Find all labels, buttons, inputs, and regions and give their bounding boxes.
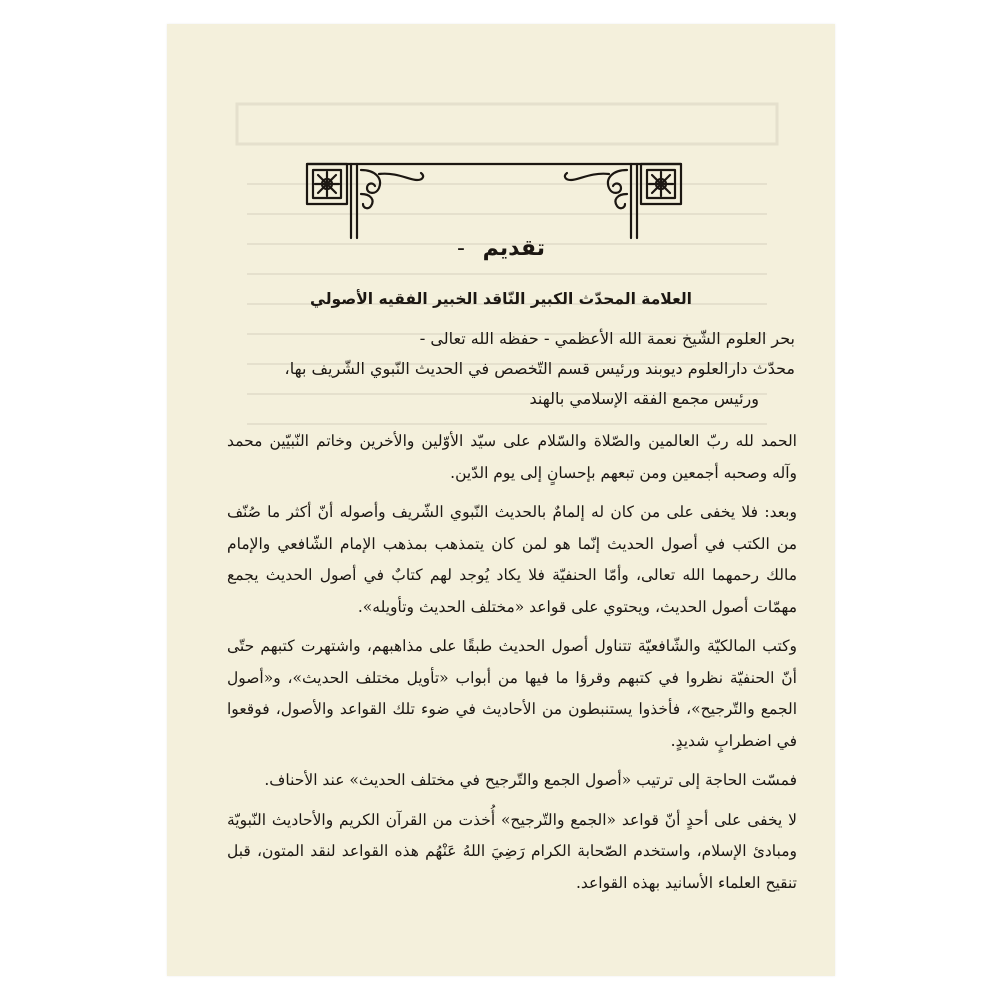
author-block <box>227 324 795 414</box>
paragraph: لا يخفى على أحدٍ أنّ قواعد «الجمع والتّرجيح» أُخذت من القرآن الكريم والأحاديث النّبويّة ومبادئ الإسلام، واستخدم الصّحابة الكرام رَضِيَ اللهُ عَنْهُم هذه القواعد لنقد المتون، قبل تنقيح العلماء الأسانيد بهذه القواعد. <box>227 810 797 892</box>
heading-title: تقديم <box>482 236 545 261</box>
author-position: محدّث دارالعلوم ديوبند ورئيس قسم التّخصص في الحديث النّبوي الشّريف بها، <box>284 359 795 378</box>
paragraph: الحمد لله ربّ العالمين والصّلاة والسّلام على سيّد الأوّلين والأخرين وخاتم النّبيّين محمد وآله وصحبه أجمعين ومن تبعهم بإحسانٍ إلى يوم الدّين. <box>227 432 797 482</box>
paragraph: وكتب المالكيّة والشّافعيّة تتناول أصول الحديث طبقًا على مذاهبهم، واشتهرت كتبهم حتّى أنّ الحنفيّة نظروا في كتبهم وقرؤا ما فيها من أبواب «تأويل مختلف الحديث»، و«أصول الجمع والتّرجيح»، فأخذوا يستنبطون من الأحاديث في ضوء تلك القواعد والأصول، فوقعوا في اضطرابٍ شديدٍ. <box>227 637 797 750</box>
body-text <box>227 426 797 907</box>
heading-dash: - <box>457 236 465 261</box>
paragraph: فمسّت الحاجة إلى ترتيب «أصول الجمع والتّرجيح في مختلف الحديث» عند الأحناف. <box>264 771 797 789</box>
section-heading <box>167 236 835 261</box>
book-page <box>167 24 835 976</box>
author-affiliation: ورئيس مجمع الفقه الإسلامي بالهند <box>529 389 759 408</box>
paragraph: وبعد: فلا يخفى على من كان له إلمامٌ بالحديث النّبوي الشّريف وأصوله أنّ أكثر ما صُنّف من الكتب في أصول الحديث إنّما هو لمن كان يتمذهب بمذهب الإمام الشّافعي والإمام مالك رحمهما الله تعالى، وأمّا الحنفيّة فلا يكاد يُوجد لهم كتابٌ في أصول الحديث يجمع مهمّات أصول الحديث، ويحتوي على قواعد «مختلف الحديث وتأويله». <box>227 503 797 616</box>
heading-ornament <box>305 160 683 240</box>
author-name: بحر العلوم الشّيخ نعمة الله الأعظمي - حفظه الله تعالى - <box>419 329 795 348</box>
author-title: العلامة المحدّث الكبير النّاقد الخبير الفقيه الأصولي <box>310 290 692 308</box>
